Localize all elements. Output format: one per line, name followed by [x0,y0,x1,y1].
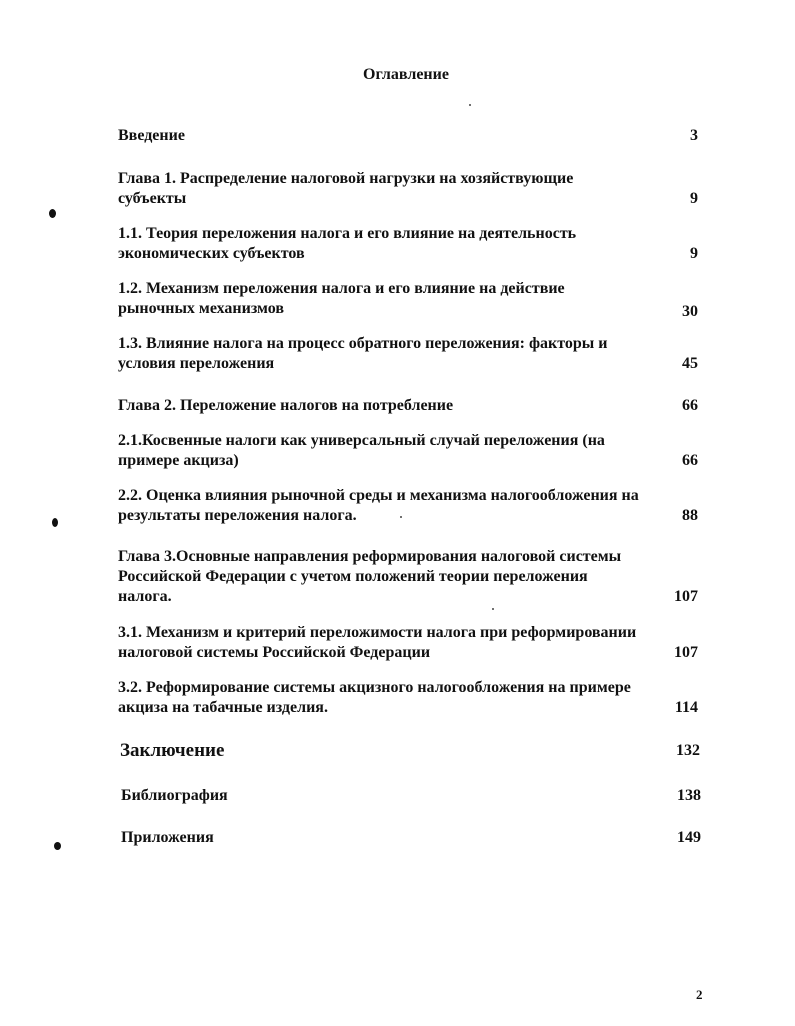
toc-entry-section-1-2 [118,279,704,319]
toc-entry-page: 45 [682,355,698,372]
toc-entry-line: Российской Федерации с учетом положений теории переложения [118,568,588,585]
toc-entry-line: налога. [118,588,172,605]
toc-entry-text: Введение [118,127,185,144]
toc-entry-section-1-1 [118,224,704,264]
toc-entry-page: 30 [682,303,698,320]
toc-entry-line: 2.1.Косвенные налоги как универсальный случай переложения (на [118,432,605,449]
toc-entry-line: акциза на табачные изделия. [118,699,328,716]
toc-entry-line: рыночных механизмов [118,300,284,317]
toc-entry-page: 88 [682,507,698,524]
toc-entry-line: 3.2. Реформирование системы акцизного налогообложения на примере [118,679,631,696]
toc-title: Оглавление [363,66,449,83]
toc-entry-page: 66 [682,397,698,414]
scan-speck [492,608,494,610]
toc-entry-line: 1.2. Механизм переложения налога и его влияние на действие [118,280,565,297]
toc-entry-page: 114 [674,699,698,716]
scan-speck [400,516,402,518]
toc-entry-line: условия переложения [118,355,275,372]
toc-entry-line: 1.3. Влияние налога на процесс обратного переложения: факторы и [118,335,608,352]
toc-entry-line: результаты переложения налога. [118,507,357,524]
toc-entry-bibliography [121,786,707,806]
toc-entry-chapter-1 [118,169,704,209]
toc-entry-text: Библиография [121,787,228,804]
toc-entry-section-2-1 [118,431,704,471]
toc-entry-text [118,431,658,471]
toc-entry-line: 1.1. Теория переложения налога и его влияние на деятельность [118,225,577,242]
toc-entry-line: экономических субъектов [118,245,305,262]
toc-entry-text [118,678,704,718]
toc-entry-line: 3.1. Механизм и критерий переложимости налога при реформировании [118,624,637,641]
toc-entry-section-2-2 [118,486,704,526]
scan-hole-mark [52,518,58,527]
toc-entry-text [118,279,658,319]
toc-entry-page: 107 [674,588,698,605]
scan-hole-mark [49,209,56,218]
toc-entry-page: 9 [690,190,698,207]
toc-entry-page: 9 [690,245,698,262]
toc-entry-page: 138 [677,787,701,804]
toc-entry-chapter-2 [118,396,704,416]
toc-entry-text: Глава 2. Переложение налогов на потребление [118,397,454,414]
toc-entry-text [118,224,658,264]
toc-entry-section-3-2 [118,678,704,718]
scan-hole-mark [54,842,61,850]
toc-entry-page: 149 [677,829,701,846]
toc-entry-text: Заключение [120,740,225,761]
toc-entry-text: Приложения [121,829,214,846]
toc-entry-section-1-3 [118,334,704,374]
toc-entry-text [118,623,704,663]
toc-entry-page: 107 [674,644,698,661]
toc-entry-section-3-1 [118,623,704,663]
toc-entry-line: субъекты [118,190,187,207]
toc-entry-text [118,486,704,526]
toc-entry-line: налоговой системы Российской Федерации [118,644,431,661]
toc-entry-page: 3 [690,127,698,144]
toc-entry-text [118,334,658,374]
toc-entry-introduction [118,126,704,146]
scan-speck [469,104,471,106]
toc-entry-appendices [121,828,707,848]
page-number: 2 [696,987,703,1002]
toc-entry-line: Глава 1. Распределение налоговой нагрузки на хозяйствующие [118,170,574,187]
toc-entry-text [118,169,658,209]
toc-entry-line: примере акциза) [118,452,239,469]
toc-entry-line: 2.2. Оценка влияния рыночной среды и механизма налогообложения на [118,487,639,504]
toc-entry-conclusion [120,740,706,762]
toc-entry-line: Глава 3.Основные направления реформирования налоговой системы [118,548,622,565]
toc-entry-page: 132 [676,742,700,759]
toc-entry-page: 66 [682,452,698,469]
toc-entry-text [118,547,658,607]
toc-entry-chapter-3 [118,547,704,607]
